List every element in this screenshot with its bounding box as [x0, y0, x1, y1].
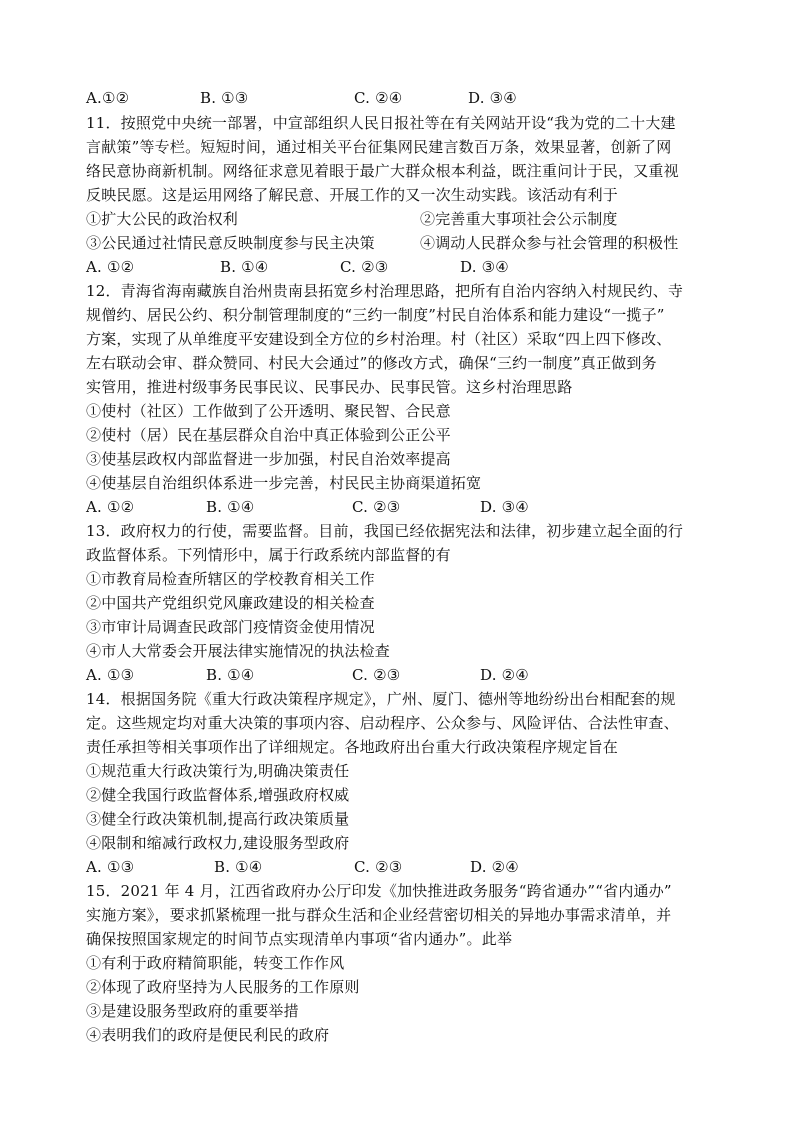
q12-line-1: 12．青海省海南藏族自治州贵南县拓宽乡村治理思路，把所有自治内容纳入村规民约、寺 [86, 282, 684, 300]
option-d: D. ③④ [460, 258, 509, 276]
q13-item-1: ①市教育局检查所辖区的学校教育相关工作 [86, 570, 375, 588]
q11-line-2: 言献策”等专栏。短短时间，通过相关平台征集网民建言数百万条，效果显著，创新了网 [86, 138, 672, 156]
q11-item-2: ②完善重大事项社会公示制度 [420, 210, 618, 228]
q14-item-1: ①规范重大行政决策行为,明确决策责任 [86, 762, 350, 780]
option-b: B. ①④ [214, 858, 263, 876]
option-d: D. ③④ [468, 89, 517, 107]
q11-items-row-1 [86, 207, 716, 231]
q15-line-2: 实施方案》，要求抓紧梳理一批与群众生活和企业经营密切相关的异地办事需求清单，并 [86, 906, 672, 924]
option-a: A. ①③ [86, 666, 135, 684]
option-d: D. ③④ [480, 498, 529, 516]
option-c: C. ②③ [352, 666, 401, 684]
q13-item-3: ③市审计局调查民政部门疫情资金使用情况 [86, 618, 375, 636]
q12-item-4: ④使基层自治组织体系进一步完善，村民民主协商渠道拓宽 [86, 474, 482, 492]
q10-options [86, 86, 716, 110]
q11-line-4: 反映民愿。这是运用网络了解民意、开展工作的又一次生动实践。该活动有利于 [86, 186, 619, 204]
option-c: C. ②④ [354, 89, 403, 107]
q13-item-2: ②中国共产党组织党风廉政建设的相关检查 [86, 594, 375, 612]
q14-options [86, 855, 716, 879]
q11-item-3: ③公民通过社情民意反映制度参与民主决策 [86, 234, 375, 252]
q12-options [86, 495, 716, 519]
option-c: C. ②③ [354, 858, 403, 876]
q11-item-4: ④调动人民群众参与社会管理的积极性 [420, 234, 679, 252]
q14-item-4: ④限制和缩减行政权力,建设服务型政府 [86, 834, 350, 852]
q15-item-2: ②体现了政府坚持为人民服务的工作原则 [86, 978, 360, 996]
q11-line-3: 络民意协商新机制。网络征求意见着眼于最广大群众根本利益，既注重问计于民，又重视 [86, 162, 679, 180]
q11-item-1: ①扩大公民的政治权利 [86, 210, 239, 228]
q11-items-row-2 [86, 231, 716, 255]
q12-item-3: ③使基层政权内部监督进一步加强，村民自治效率提高 [86, 450, 451, 468]
option-b: B. ①④ [220, 258, 269, 276]
q14-item-2: ②健全我国行政监督体系,增强政府权威 [86, 786, 350, 804]
q13-item-4: ④市人大常委会开展法律实施情况的执法检查 [86, 642, 391, 660]
q12-line-2: 规僧约、居民公约、积分制管理制度的“三约一制度”村民自治体系和能力建设“一揽子” [86, 306, 665, 324]
q11-options [86, 255, 716, 279]
q13-line-1: 13．政府权力的行使，需要监督。目前，我国已经依据宪法和法律，初步建立起全面的行 [86, 522, 684, 540]
q15-item-1: ①有利于政府精简职能，转变工作作风 [86, 954, 345, 972]
option-a: A. ①③ [86, 858, 135, 876]
option-d: D. ②④ [470, 858, 519, 876]
option-b: B. ①④ [206, 498, 255, 516]
option-a: A. ①② [86, 258, 135, 276]
q15-item-4: ④表明我们的政府是便民利民的政府 [86, 1026, 330, 1044]
option-c: C. ②③ [340, 258, 389, 276]
option-b: B. ①③ [200, 89, 249, 107]
option-a: A. ①② [86, 498, 135, 516]
q12-item-1: ①使村（社区）工作做到了公开透明、聚民智、合民意 [86, 402, 451, 420]
option-d: D. ②④ [480, 666, 529, 684]
q11-line-1: 11．按照党中央统一部署，中宣部组织人民日报社等在有关网站开设“我为党的二十大建 [86, 114, 676, 132]
option-a: A.①② [86, 89, 130, 107]
q12-line-3: 方案，实现了从单维度平安建设到全方位的乡村治理。村（社区）采取“四上四下修改、 [86, 330, 672, 348]
q14-item-3: ③健全行政决策机制,提高行政决策质量 [86, 810, 350, 828]
q14-line-2: 定。这些规定均对重大决策的事项内容、启动程序、公众参与、风险评估、合法性审查、 [86, 714, 679, 732]
option-b: B. ①④ [206, 666, 255, 684]
q14-line-3: 责任承担等相关事项作出了详细规定。各地政府出台重大行政决策程序规定旨在 [86, 738, 619, 756]
q15-item-3: ③是建设服务型政府的重要举措 [86, 1002, 299, 1020]
q15-line-1: 15．2021 年 4 月，江西省政府办公厅印发《加快推进政务服务“跨省通办”“省内通办” [86, 882, 672, 900]
option-c: C. ②③ [352, 498, 401, 516]
q12-line-4: 左右联动会审、群众赞同、村民大会通过”的修改方式，确保“三约一制度”真正做到务 [86, 354, 657, 372]
q12-line-5: 实管用，推进村级事务民事民议、民事民办、民事民管。这乡村治理思路 [86, 378, 573, 396]
q13-line-2: 政监督体系。下列情形中，属于行政系统内部监督的有 [86, 546, 451, 564]
q13-options [86, 663, 716, 687]
q14-line-1: 14．根据国务院《重大行政决策程序规定》，广州、厦门、德州等地纷纷出台相配套的规 [86, 690, 676, 708]
q15-line-3: 确保按照国家规定的时间节点实现清单内事项“省内通办”。此举 [86, 930, 513, 948]
q12-item-2: ②使村（居）民在基层群众自治中真正体验到公正公平 [86, 426, 451, 444]
